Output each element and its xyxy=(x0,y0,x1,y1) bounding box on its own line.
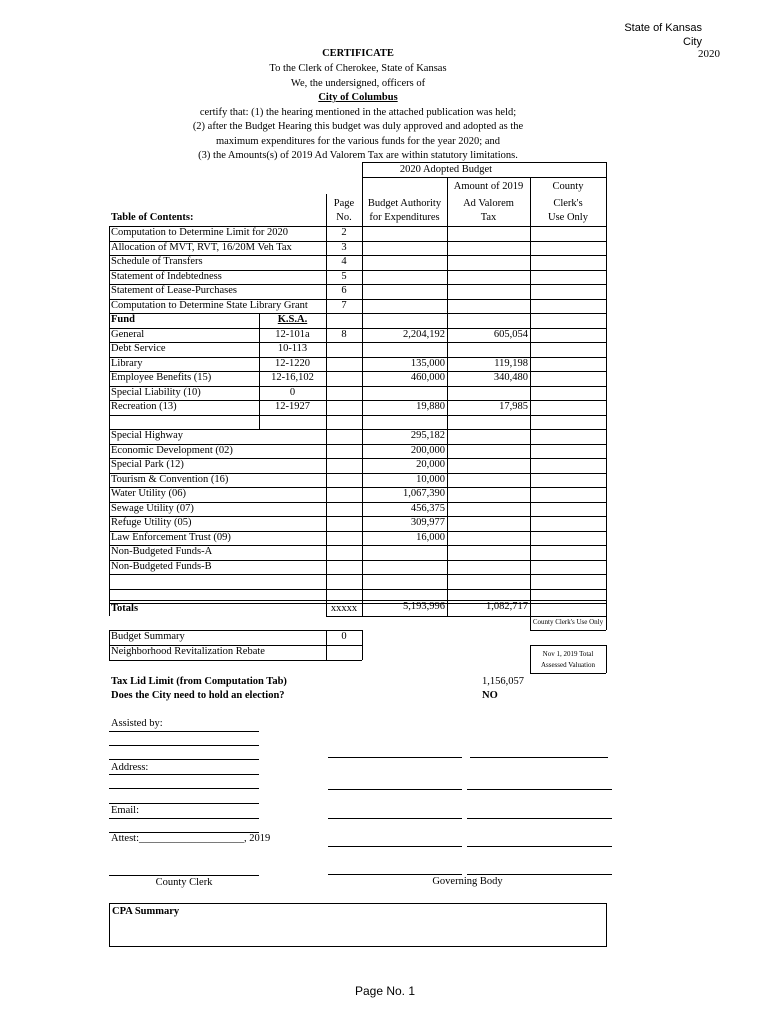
totals-budget: 5,193,996 xyxy=(403,601,445,612)
totals-tax: 1,082,717 xyxy=(486,601,528,612)
fund-ksa: 12-1220 xyxy=(275,358,310,369)
clerks-header: Clerk's xyxy=(553,198,583,209)
tax-header: Tax xyxy=(480,212,497,223)
fund-name: Debt Service xyxy=(111,343,166,354)
other-fund-budget: 1,067,390 xyxy=(403,488,445,499)
fund-name: Special Liability (10) xyxy=(111,387,201,398)
certificate-title: CERTIFICATE xyxy=(322,48,394,59)
fund-header: Fund xyxy=(111,314,135,325)
nov1-label: Nov 1, 2019 Total xyxy=(542,650,594,658)
governing-body-label: Governing Body xyxy=(432,876,503,887)
tax-lid-value: 1,156,057 xyxy=(482,676,524,687)
other-fund-name: Law Enforcement Trust (09) xyxy=(111,532,231,543)
other-fund-name: Economic Development (02) xyxy=(111,445,233,456)
undersigned: We, the undersigned, officers of xyxy=(290,78,426,89)
no-header: No. xyxy=(336,212,352,223)
toc-item: Computation to Determine State Library Grant xyxy=(111,300,308,311)
toc-page: 6 xyxy=(341,285,347,296)
amount-2019-header: Amount of 2019 xyxy=(453,181,524,192)
fund-tax: 119,198 xyxy=(494,358,528,369)
year-label: 2020 xyxy=(698,48,720,60)
assessed-label: Assessed Valuation xyxy=(540,661,596,669)
totals-label: Totals xyxy=(111,603,139,614)
other-fund-name: Special Highway xyxy=(111,430,184,441)
toc-item: Schedule of Transfers xyxy=(111,256,203,267)
fund-ksa: 12-1927 xyxy=(275,401,310,412)
city-label: City xyxy=(683,36,702,48)
election-value: NO xyxy=(482,690,498,701)
fund-tax: 605,054 xyxy=(493,329,528,340)
certify-line-2: (2) after the Budget Hearing this budget was duly approved and adopted as the xyxy=(192,121,524,132)
other-fund-name: Water Utility (06) xyxy=(111,488,186,499)
other-fund-name: Non-Budgeted Funds-B xyxy=(111,561,212,572)
county-header: County xyxy=(552,181,584,192)
toc-item: Statement of Indebtedness xyxy=(111,271,222,282)
to-clerk: To the Clerk of Cherokee, State of Kansas xyxy=(269,63,447,74)
fund-tax: 17,985 xyxy=(499,401,528,412)
email-label: Email: xyxy=(111,805,139,816)
ksa-header: K.S.A. xyxy=(277,314,308,325)
adopted-budget-header: 2020 Adopted Budget xyxy=(399,164,493,175)
other-fund-name: Non-Budgeted Funds-A xyxy=(111,546,213,557)
other-fund-budget: 309,977 xyxy=(410,517,445,528)
toc-item: Computation to Determine Limit for 2020 xyxy=(111,227,289,238)
certify-line-3: maximum expenditures for the various funds for the year 2020; and xyxy=(215,136,500,147)
toc-page: 3 xyxy=(341,242,347,253)
fund-tax: 340,480 xyxy=(493,372,528,383)
toc-page: 5 xyxy=(341,271,347,282)
toc-header: Table of Contents: xyxy=(111,212,194,223)
fund-ksa: 12-16,102 xyxy=(271,372,314,383)
certify-line-1: certify that: (1) the hearing mentioned in the attached publication was held; xyxy=(199,107,517,118)
address-label: Address: xyxy=(111,762,149,773)
budget-summary-label: Budget Summary xyxy=(111,631,185,642)
election-label: Does the City need to hold an election? xyxy=(111,690,285,701)
fund-budget: 460,000 xyxy=(410,372,445,383)
tax-lid-label: Tax Lid Limit (from Computation Tab) xyxy=(111,676,287,687)
attest-line: Attest:____________________, 2019 xyxy=(111,833,271,844)
state-label: State of Kansas xyxy=(624,22,702,34)
fund-ksa: 12-101a xyxy=(275,329,310,340)
other-fund-name: Sewage Utility (07) xyxy=(111,503,194,514)
fund-name: Library xyxy=(111,358,143,369)
other-fund-budget: 200,000 xyxy=(410,445,445,456)
cpa-summary-label: CPA Summary xyxy=(112,906,180,917)
assisted-by-label: Assisted by: xyxy=(111,718,163,729)
toc-item: Allocation of MVT, RVT, 16/20M Veh Tax xyxy=(111,242,292,253)
other-fund-name: Tourism & Convention (16) xyxy=(111,474,229,485)
toc-page: 7 xyxy=(341,300,347,311)
cpa-summary-box xyxy=(109,903,607,947)
other-fund-name: Refuge Utility (05) xyxy=(111,517,192,528)
fund-page: 8 xyxy=(341,329,347,340)
fund-name: Recreation (13) xyxy=(111,401,177,412)
fund-name: General xyxy=(111,329,145,340)
other-fund-budget: 16,000 xyxy=(416,532,445,543)
totals-page: xxxxx xyxy=(330,603,358,614)
fund-budget: 2,204,192 xyxy=(403,329,445,340)
page-number: Page No. 1 xyxy=(354,984,416,998)
other-fund-name: Special Park (12) xyxy=(111,459,184,470)
ad-valorem-header: Ad Valorem xyxy=(463,198,514,209)
nrr-label: Neighborhood Revitalization Rebate xyxy=(111,646,265,657)
fund-budget: 19,880 xyxy=(416,401,445,412)
other-fund-budget: 20,000 xyxy=(416,459,445,470)
county-clerk-label: County Clerk xyxy=(155,877,213,888)
use-only-header: Use Only xyxy=(548,212,588,223)
fund-budget: 135,000 xyxy=(410,358,445,369)
other-fund-budget: 295,182 xyxy=(410,430,445,441)
other-fund-budget: 456,375 xyxy=(410,503,445,514)
other-fund-budget: 10,000 xyxy=(416,474,445,485)
clerk-use-note: County Clerk's Use Only xyxy=(532,618,604,626)
toc-item: Statement of Lease-Purchases xyxy=(111,285,237,296)
budget-authority-header: Budget Authority xyxy=(367,198,442,209)
page-header: Page xyxy=(333,198,355,209)
toc-page: 2 xyxy=(341,227,347,238)
fund-name: Employee Benefits (15) xyxy=(111,372,212,383)
toc-page: 4 xyxy=(341,256,347,267)
fund-ksa: 0 xyxy=(289,387,296,398)
certify-line-4: (3) the Amounts(s) of 2019 Ad Valorem Tax are within statutory limitations. xyxy=(198,150,518,161)
budget-summary-page: 0 xyxy=(341,631,347,642)
city-name: City of Columbus xyxy=(318,92,398,103)
fund-ksa: 10-113 xyxy=(277,343,308,354)
for-expenditures-header: for Expenditures xyxy=(369,212,440,223)
